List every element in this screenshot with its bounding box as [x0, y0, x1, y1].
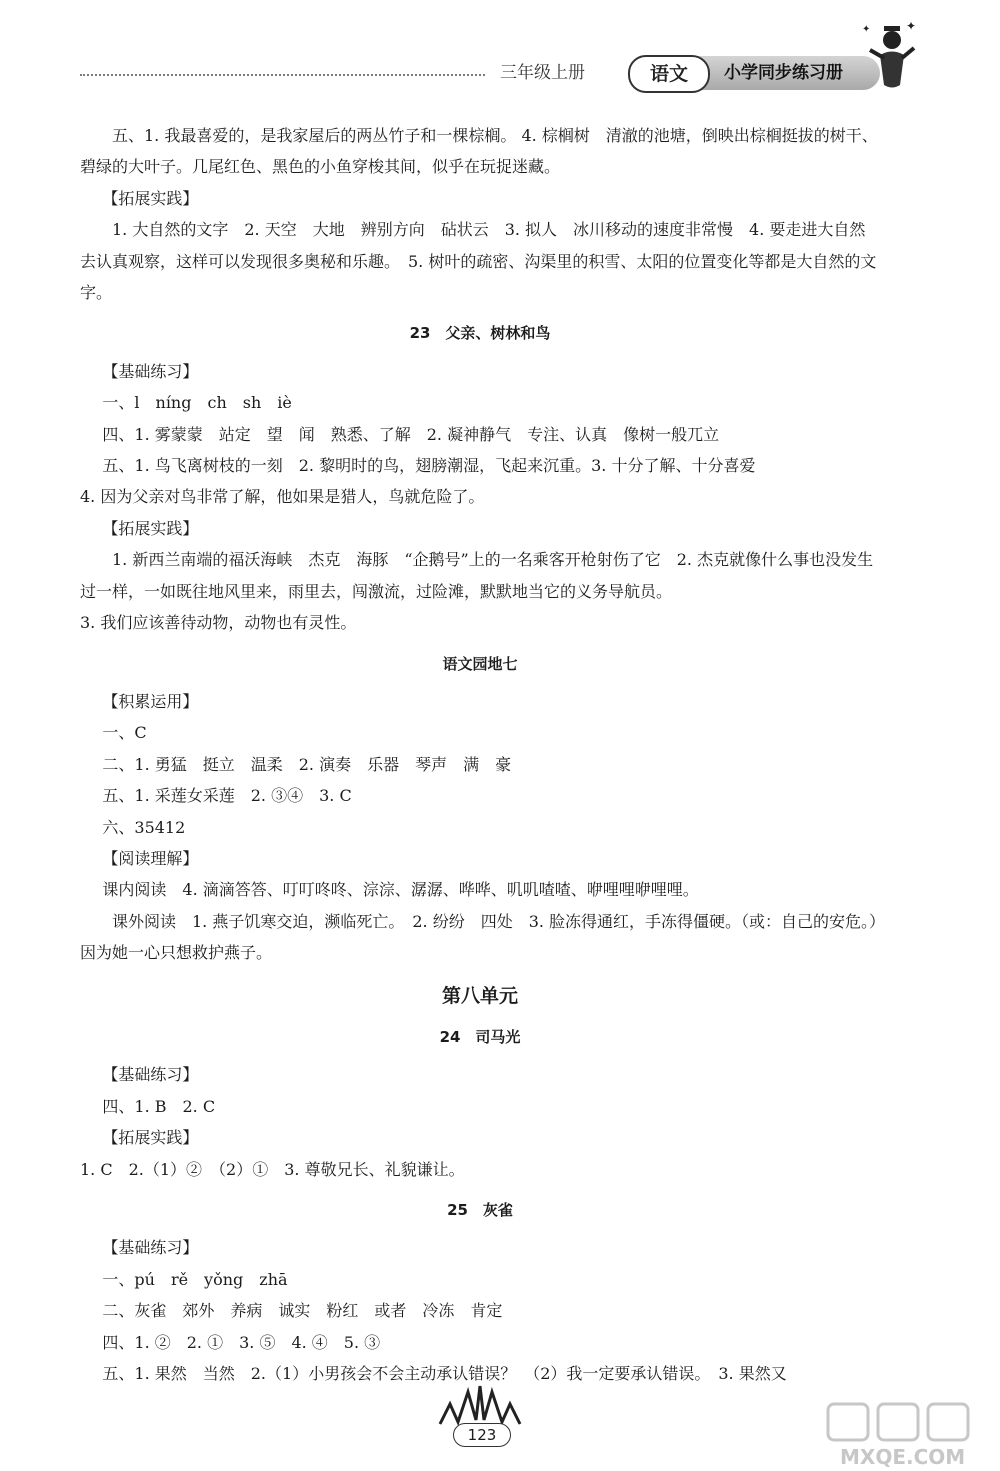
section-heading: 24 司马光 [439, 1027, 521, 1046]
answer-line: 1. C 2.（1）② （2）① 3. 尊敬兄长、礼貌谦让。 [80, 1159, 465, 1179]
answer-line: 一、C [102, 723, 147, 743]
answer-line: 五、1. 鸟飞离树枝的一刻 2. 黎明时的鸟，翅膀潮湿，飞起来沉重。3. 十分了解、十分喜爱 [102, 456, 756, 476]
header-dotted-rule [80, 74, 485, 76]
answer-line: 五、1. 我最喜爱的，是我家屋后的两丛竹子和一棵棕榈。 4. 棕榈树 清澈的池塘，倒映出棕榈挺拔的树干、碧绿的大叶子。几尾红色、黑色的小鱼穿梭其间，似乎在玩捉迷藏。 [80, 126, 878, 177]
page-header [0, 0, 1000, 110]
answer-line: 课内阅读 4. 滴滴答答、叮叮咚咚、淙淙、潺潺、哗哗、叽叽喳喳、咿哩哩咿哩哩。 [102, 880, 699, 900]
answer-line: 四、1. B 2. C [102, 1096, 216, 1116]
answer-line: 【基础练习】 [102, 361, 199, 381]
header-grade: 三年级上册 [500, 63, 585, 83]
answer-line: 1. 新西兰南端的福沃海峡 杰克 海豚 “企鹅号”上的一名乘客开枪射伤了它 2. 杰克就像什么事也没发生过一样，一如既往地风里来，雨里去，闯激流，过险滩，默默地当它的义务导航员。 [80, 550, 874, 601]
header-series-title: 小学同步练习册 [690, 56, 880, 90]
answer-line: 四、1. 雾蒙蒙 站定 望 闻 熟悉、了解 2. 凝神静气 专注、认真 像树一般兀立 [102, 424, 720, 444]
answer-line: 3. 我们应该善待动物，动物也有灵性。 [80, 613, 357, 633]
watermark-logo-icon [820, 1400, 990, 1470]
answer-line: 一、l níng ch sh iè [102, 393, 292, 413]
section-heading: 23 父亲、树林和鸟 [409, 324, 551, 343]
answer-line: 五、1. 果然 当然 2.（1）小男孩会不会主动承认错误？ （2）我一定要承认错误。 3. 果然又 [102, 1364, 787, 1384]
answer-line: 【拓展实践】 [102, 1128, 199, 1148]
unit-title: 第八单元 [441, 984, 518, 1007]
answer-line: 课外阅读 1. 燕子饥寒交迫，濒临死亡。 2. 纷纷 四处 3. 脸冻得通红，手冻得僵硬。（或：自己的安危。） 因为她一心只想救护燕子。 [80, 911, 894, 963]
answer-line: 【积累运用】 [102, 691, 199, 711]
answer-line: 【拓展实践】 [102, 518, 199, 538]
watermark-text: MXQE.COM [840, 1445, 966, 1469]
reading-child-logo-icon [850, 10, 930, 100]
answer-line: 【基础练习】 [102, 1238, 199, 1258]
answer-line: 六、35412 [102, 817, 186, 837]
answer-content [80, 120, 894, 1389]
page-number: 123 [453, 1423, 511, 1447]
answer-line: 4. 因为父亲对鸟非常了解，他如果是猎人，鸟就危险了。 [80, 487, 485, 507]
answer-line: 【拓展实践】 [102, 188, 199, 208]
svg-text:✦: ✦ [862, 24, 871, 35]
section-heading: 语文园地七 [442, 654, 518, 673]
header-subject-badge: 语文 [628, 55, 710, 93]
answer-line: 四、1. ② 2. ① 3. ⑤ 4. ④ 5. ③ [102, 1332, 381, 1352]
section-heading: 25 灰雀 [447, 1201, 513, 1219]
answer-line: 1. 大自然的文字 2. 天空 大地 辨别方向 砧状云 3. 拟人 冰川移动的速度非常慢 4. 要走进大自然去认真观察，这样可以发现很多奥秘和乐趣。 5. 树叶的疏密、沟渠里的积雪、太阳的位置变化等都是大自然的文字。 [80, 220, 877, 303]
answer-line: 二、1. 勇猛 挺立 温柔 2. 演奏 乐器 琴声 满 豪 [102, 754, 512, 774]
answer-line: 二、灰雀 郊外 养病 诚实 粉红 或者 冷冻 肯定 [102, 1301, 503, 1321]
answer-line: 【基础练习】 [102, 1065, 199, 1085]
answer-line: 一、pú rě yǒng zhā [102, 1269, 288, 1289]
answer-line: 【阅读理解】 [102, 848, 199, 868]
answer-line: 五、1. 采莲女采莲 2. ③④ 3. C [102, 786, 352, 806]
svg-text:✦: ✦ [906, 19, 917, 33]
